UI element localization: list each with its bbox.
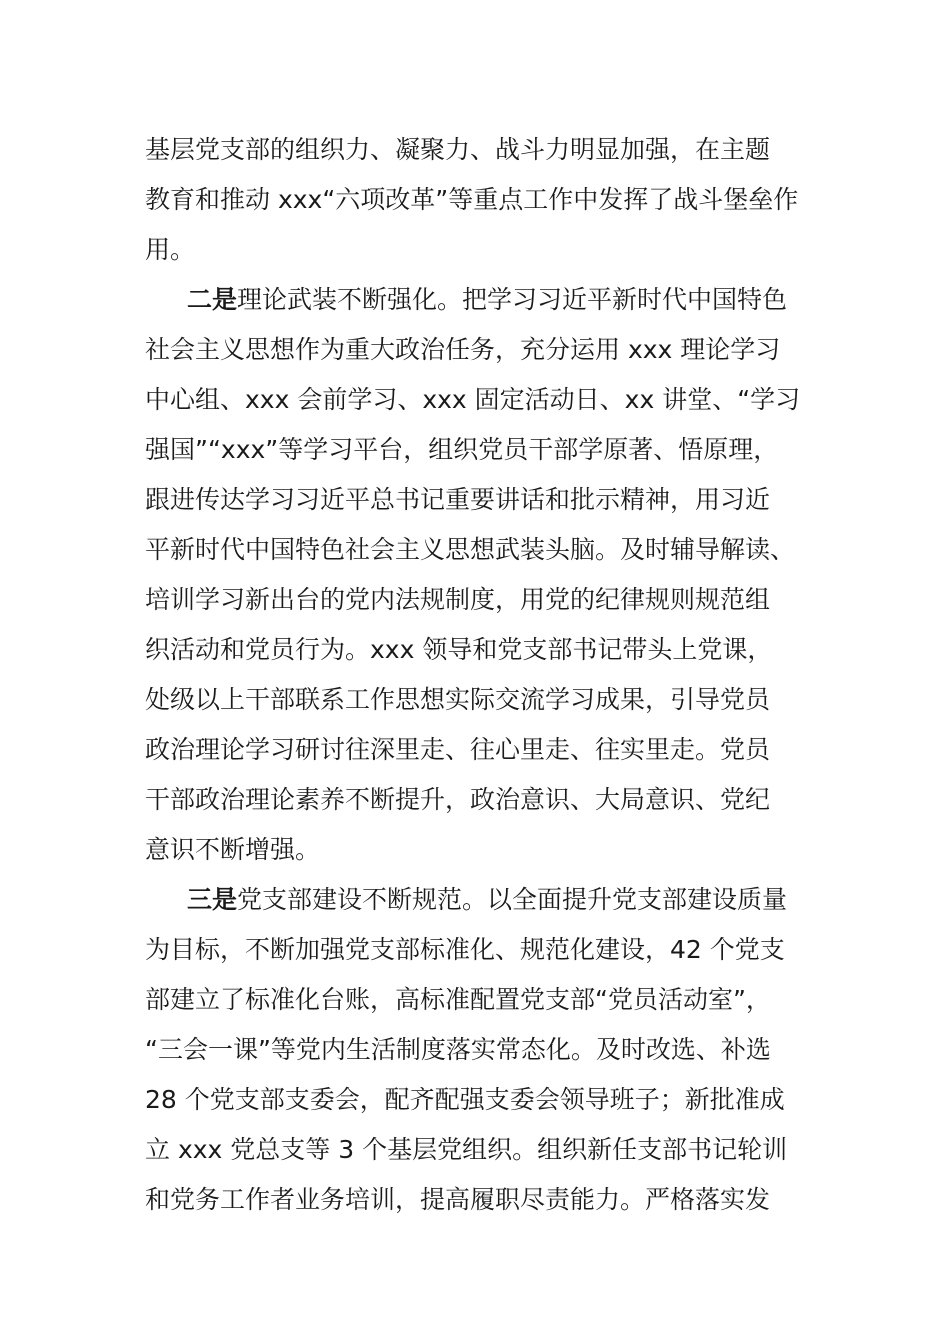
- text-line: 教育和推动 xxx“六项改革”等重点工作中发挥了战斗堡垒作: [145, 185, 799, 214]
- text-line: 基层党支部的组织力、凝聚力、战斗力明显加强，在主题: [145, 135, 771, 164]
- paragraph-lead: 三是: [187, 885, 238, 914]
- paragraph-first-line-text: 理论武装不断强化。把学习习近平新时代中国特色: [237, 285, 788, 314]
- text-line: 28 个党支部支委会，配齐配强支委会领导班子；新批准成: [145, 1085, 785, 1114]
- paragraph-3: [145, 875, 810, 1225]
- text-line: 政治理论学习研讨往深里走、往心里走、往实里走。党员: [145, 735, 771, 764]
- document-body: [145, 125, 810, 1225]
- text-line: 用。: [145, 235, 196, 264]
- paragraph-first-line-text: 党支部建设不断规范。以全面提升党支部建设质量: [237, 885, 788, 914]
- paragraph-2: [145, 275, 810, 875]
- text-line: 织活动和党员行为。xxx 领导和党支部书记带头上党课，: [145, 635, 773, 664]
- paragraph-1: [145, 125, 810, 275]
- text-line: 强国”“xxx”等学习平台，组织党员干部学原著、悟原理，: [145, 435, 779, 464]
- text-line: 意识不断增强。: [145, 835, 321, 864]
- text-line: 社会主义思想作为重大政治任务，充分运用 xxx 理论学习: [145, 335, 781, 364]
- text-line: 平新时代中国特色社会主义思想武装头脑。及时辅导解读、: [145, 535, 796, 564]
- text-line: “三会一课”等党内生活制度落实常态化。及时改选、补选: [145, 1035, 771, 1064]
- paragraph-lead: 二是: [187, 285, 238, 314]
- text-line: 部建立了标准化台账，高标准配置党支部“党员活动室”，: [145, 985, 771, 1014]
- text-line: 处级以上干部联系工作思想实际交流学习成果，引导党员: [145, 685, 771, 714]
- text-line: 中心组、xxx 会前学习、xxx 固定活动日、xx 讲堂、“学习: [145, 385, 801, 414]
- text-line: 干部政治理论素养不断提升，政治意识、大局意识、党纪: [145, 785, 771, 814]
- text-line: 跟进传达学习习近平总书记重要讲话和批示精神，用习近: [145, 485, 771, 514]
- paragraph-first-line: [145, 275, 810, 325]
- paragraph-first-line: [145, 875, 810, 925]
- text-line: 和党务工作者业务培训，提高履职尽责能力。严格落实发: [145, 1185, 771, 1214]
- text-line: 立 xxx 党总支等 3 个基层党组织。组织新任支部书记轮训: [145, 1135, 788, 1164]
- text-line: 为目标，不断加强党支部标准化、规范化建设，42 个党支: [145, 935, 785, 964]
- text-line: 培训学习新出台的党内法规制度，用党的纪律规则规范组: [145, 585, 771, 614]
